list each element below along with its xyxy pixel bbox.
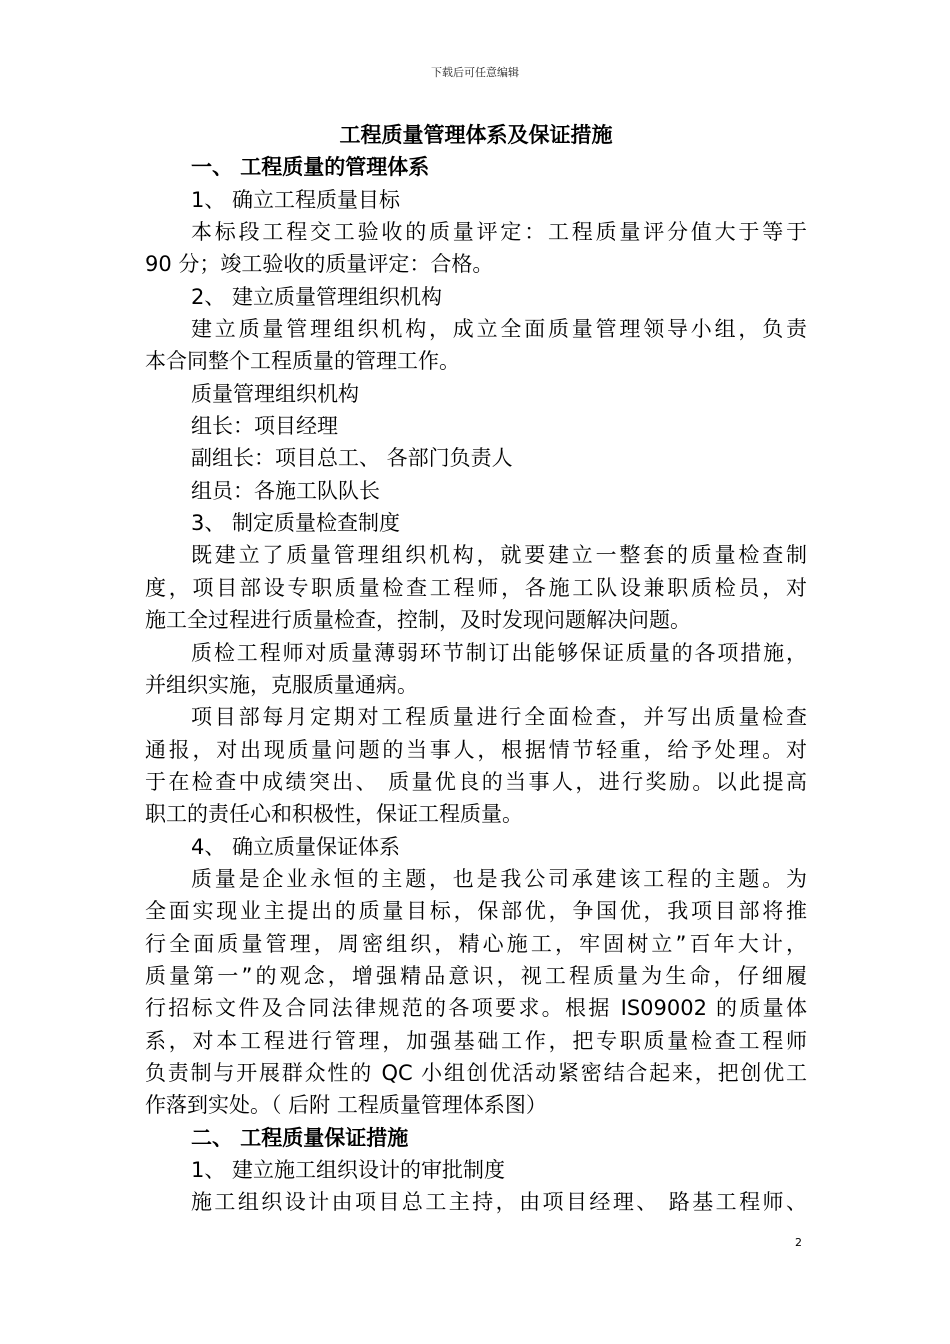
document-title: 工程质量管理体系及保证措施 xyxy=(339,123,613,147)
org-members: 组员：各施工队队长 xyxy=(191,478,380,503)
paragraph-line: 建立质量管理组织机构，成立全面质量管理领导小组，负责 xyxy=(191,317,807,342)
page-header: 下载后可任意编辑 xyxy=(431,66,519,79)
org-deputy: 副组长：项目总工、 各部门负责人 xyxy=(191,446,513,471)
paragraph-line: 项目部每月定期对工程质量进行全面检查，并写出质量检查 xyxy=(191,705,807,730)
paragraph-line: 并组织实施，克服质量通病。 xyxy=(145,672,418,697)
paragraph-line: 施工全过程进行质量检查，控制，及时发现问题解决问题。 xyxy=(145,608,691,633)
page-number: 2 xyxy=(795,1236,802,1249)
paragraph-line: 行招标文件及合同法律规范的各项要求。根据 IS09002 的质量体 xyxy=(145,996,807,1021)
paragraph-line: 质量第一”的观念，增强精品意识，视工程质量为生命，仔细履 xyxy=(145,963,807,988)
section-heading-1: 一、 工程质量的管理体系 xyxy=(191,155,430,180)
paragraph-line: 质量是企业永恒的主题，也是我公司承建该工程的主题。为 xyxy=(191,866,807,891)
paragraph-line: 施工组织设计由项目总工主持，由项目经理、 路基工程师、 xyxy=(191,1190,807,1215)
section-heading-2: 二、 工程质量保证措施 xyxy=(191,1125,409,1150)
org-structure-title: 质量管理组织机构 xyxy=(191,381,359,406)
paragraph-line: 作落到实处。（ 后附 工程质量管理体系图） xyxy=(145,1093,547,1118)
subsection-title: 3、 制定质量检查制度 xyxy=(191,511,401,536)
paragraph-line: 既建立了质量管理组织机构，就要建立一整套的质量检查制 xyxy=(191,543,807,568)
paragraph-line: 本合同整个工程质量的管理工作。 xyxy=(145,349,460,374)
paragraph-line: 度，项目部设专职质量检查工程师，各施工队设兼职质检员，对 xyxy=(145,575,807,600)
subsection-title: 2、 建立质量管理组织机构 xyxy=(191,284,443,309)
paragraph-line: 质检工程师对质量薄弱环节制订出能够保证质量的各项措施， xyxy=(191,640,807,665)
paragraph-line: 系，对本工程进行管理，加强基础工作，把专职质量检查工程师 xyxy=(145,1028,807,1053)
paragraph-line: 全面实现业主提出的质量目标，保部优，争国优，我项目部将推 xyxy=(145,899,807,924)
paragraph-line: 90 分；竣工验收的质量评定：合格。 xyxy=(145,252,494,277)
paragraph-line: 本标段工程交工验收的质量评定：工程质量评分值大于等于 xyxy=(191,220,807,245)
org-leader: 组长：项目经理 xyxy=(191,414,338,439)
subsection-title: 4、 确立质量保证体系 xyxy=(191,834,401,859)
document-body xyxy=(145,119,807,1219)
paragraph-line: 通报，对出现质量问题的当事人，根据情节轻重，给予处理。对 xyxy=(145,737,807,762)
subsection-title: 1、 建立施工组织设计的审批制度 xyxy=(191,1158,506,1182)
paragraph-line: 行全面质量管理，周密组织，精心施工，牢固树立”百年大计， xyxy=(145,931,807,956)
paragraph-line: 于在检查中成绩突出、 质量优良的当事人，进行奖励。以此提高 xyxy=(145,769,807,794)
paragraph-line: 负责制与开展群众性的 QC 小组创优活动紧密结合起来，把创优工 xyxy=(145,1060,807,1085)
subsection-title: 1、 确立工程质量目标 xyxy=(191,187,401,212)
paragraph-line: 职工的责任心和积极性，保证工程质量。 xyxy=(145,802,523,827)
